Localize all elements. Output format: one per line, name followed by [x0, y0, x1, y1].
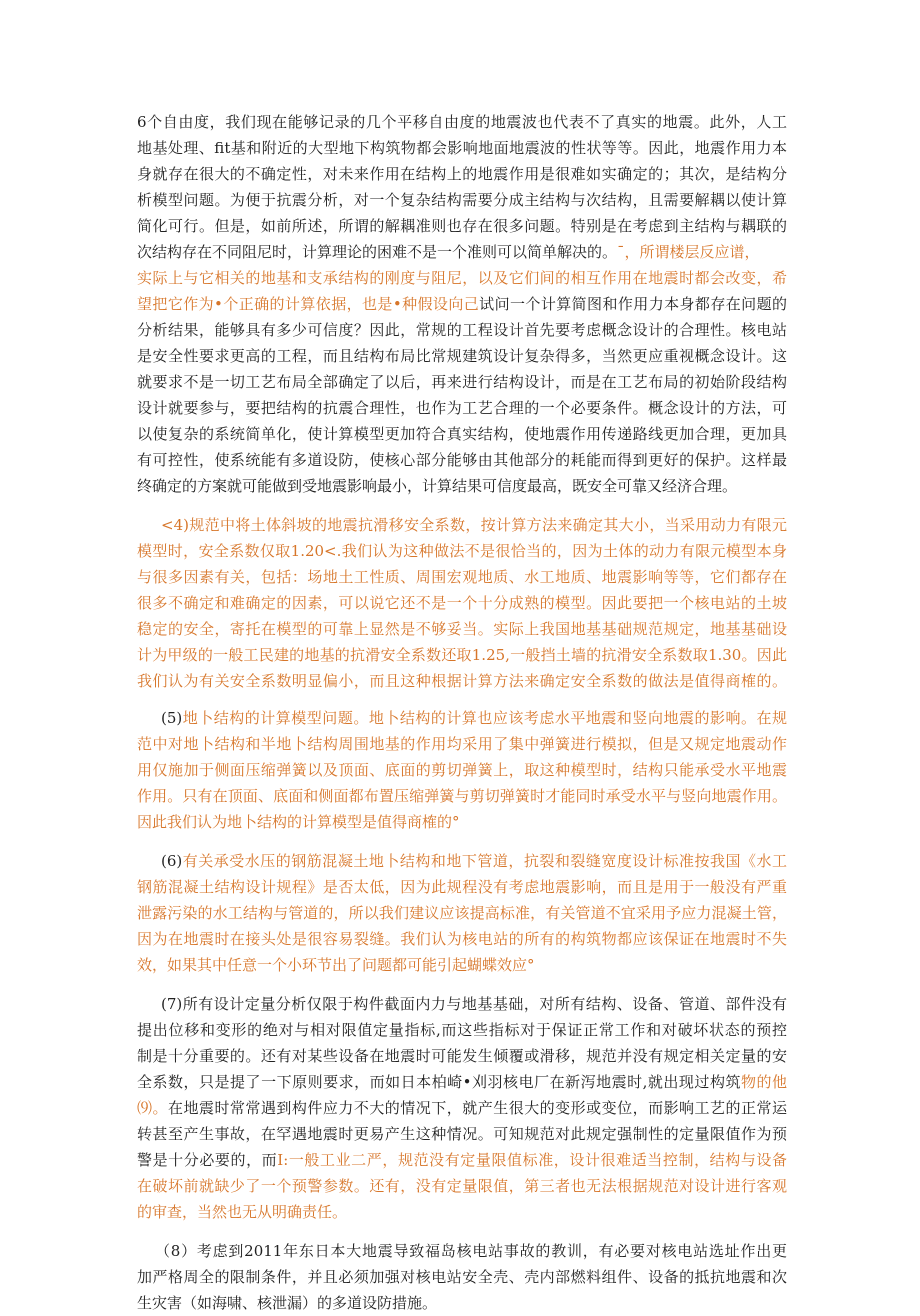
text-span: 在地震时常常遇到构件应力不大的情况下，就产生很大的变形或变位，而影响工艺的正常运 — [167, 1099, 787, 1117]
highlighted-text-line: 模型时，安全系数仅取1.20<.我们认为这种做法不是很恰当的，因为土体的动力有限元模型本身 — [137, 542, 787, 560]
highlighted-text-line: 因为在地震时在接头处是很容易裂缝。我们认为核电站的所有的构筑物都应该保证在地震时不失 — [137, 930, 787, 948]
text-line: 身就存在很大的不确定性，对未来作用在结构上的地震作用是很难如实确定的；其次，是结构分 — [137, 165, 787, 183]
text-line: 简化可行。但是，如前所述，所谓的解耦准则也存在很多问题。特别是在考虑到主结构与耦联的 — [137, 217, 787, 235]
text-line — [137, 291, 787, 317]
highlighted-text-line: 作用。只有在顶面、底面和侧面都布置压缩弹簧与剪切弹簧时才能同时承受水平与竖向地震作用。 — [137, 787, 787, 805]
text-line: 加严格周全的限制条件，并且必须加强对核电站安全壳、壳内部燃料组件、设备的抵抗地震和次 — [137, 1268, 787, 1286]
text-line: 终确定的方案就可能做到受地震影响最小，计算结果可信度最高，既安全可靠又经济合理。 — [137, 477, 738, 495]
highlighted-text-line: 用仅施加于侧面压缩弹簧以及顶面、底面的剪切弹簧上，取这种模型时，结构只能承受水平地震 — [137, 761, 787, 779]
highlighted-text-line: 范中对地卜结构和半地卜结构周围地基的作用均采用了集中弹簧进行模拟，但是又规定地震动作 — [137, 735, 787, 753]
text-line: 提出位移和变形的绝对与相对限值定量指标,而这些指标对于保证正常工作和对破坏状态的预控 — [137, 1021, 787, 1039]
text-line: 分析结果，能够具有多少可信度？因此，常规的工程设计首先要考虑概念设计的合理性。核电站 — [137, 321, 787, 339]
highlighted-text-span: I:一般工业二严，规范没有定量限值标准，设计很难适当控制，结构与设备 — [277, 1151, 787, 1169]
text-line: 设计就要参与，要把结构的抗震合理性，也作为工艺合理的一个必要条件。概念设计的方法，可 — [137, 399, 787, 417]
text-line: 转甚至产生事故，在罕遇地震时更易产生这种情况。可知规范对此规定强制性的定量限值作为预 — [137, 1125, 787, 1143]
highlighted-text-line: 很多不确定和难确定的因素，可以说它还不是一个十分成熟的模型。因此要把一个核电站的土坡 — [137, 594, 787, 612]
text-line: 生灾害（如海啸、核泄漏）的多道设防措施。 — [137, 1294, 438, 1312]
highlighted-text-span: 物的他 — [740, 1073, 787, 1091]
text-line — [161, 848, 787, 874]
text-line: 就要求不是一切工艺布局全部确定了以后，再来进行结构设计，而是在工艺布局的初始阶段结构 — [137, 373, 787, 391]
paragraph-number: (6) — [161, 852, 183, 870]
text-line: 是安全性要求更高的工程，而且结构布局比常规建筑设计复杂得多，当然更应重视概念设计。这 — [137, 347, 787, 365]
highlighted-text-line: 我们认为有关安全系数明显偏小，而且这种根据计算方法来确定安全系数的做法是值得商榷的。 — [137, 672, 787, 690]
text-line — [137, 1095, 787, 1121]
text-line: (7)所有设计定量分析仅限于构件截面内力与地基基础，对所有结构、设备、管道、部件没有 — [161, 995, 787, 1013]
text-line: 有可控性，使系统能有多道设防，使核心部分能够由其他部分的耗能而得到更好的保护。这样最 — [137, 451, 787, 469]
text-line — [161, 705, 787, 731]
paragraph-number: (5) — [161, 709, 183, 727]
text-line — [137, 1069, 787, 1095]
highlighted-text-line: 钢筋混凝土结构设计规程》是否太低，因为此规程没有考虑地震影响，而且是用于一般没有严重 — [137, 878, 787, 896]
highlighted-text-line: 实际上与它相关的地基和支承结构的刚度与阻尼，以及它们间的相互作用在地震时都会改变，希 — [137, 269, 787, 287]
highlighted-text-span: 望把它作为•个正确的计算依据，也是•种假设向己 — [137, 295, 480, 313]
text-line: 制是十分重要的。还有对某些设备在地震时可能发生倾覆或滑移，规范并没有规定相关定量的安 — [137, 1047, 787, 1065]
highlighted-text-line: 因此我们认为地卜结构的计算模型是值得商榷的° — [137, 813, 460, 831]
text-line: 6个自由度，我们现在能够记录的几个平移自由度的地震波也代表不了真实的地震。此外，人工 — [137, 113, 787, 131]
text-span: 试问一个计算简图和作用力本身都存在问题的 — [479, 295, 787, 313]
text-line: 地基处理、fit基和附近的大型地下构筑物都会影响地面地震波的性状等等。因此，地震作用力本 — [137, 139, 787, 157]
highlighted-text-span: ⑼。 — [137, 1099, 168, 1117]
highlighted-text-line: <4)规范中将土体斜坡的地震抗滑移安全系数，按计算方法来确定其大小，当采用动力有限元 — [161, 516, 787, 534]
text-line: 析模型问题。为便于抗震分析，对一个复杂结构需要分成主结构与次结构，且需要解耦以使计算 — [137, 191, 787, 209]
text-line: 以使复杂的系统简单化，使计算模型更加符合真实结构，使地震作用传递路线更加合理，更加具 — [137, 425, 787, 443]
highlighted-text-line: 在破坏前就缺少了一个预警参数。还有，没有定量限值，第三者也无法根据规范对设计进行客观 — [137, 1177, 787, 1195]
text-span: 次结构存在不同阻尼时，计算理论的困难不是一个准则可以简单解决的。 — [137, 243, 618, 261]
text-line — [137, 239, 787, 265]
highlighted-text-line: 泄露污染的水工结构与管道的，所以我们建议应该提高标准，有关管道不宜采用予应力混凝土管， — [137, 904, 787, 922]
highlighted-text-line: 与很多因素有关，包括：场地土工性质、周围宏观地质、水工地质、地震影响等等，它们都存在 — [137, 568, 787, 586]
highlighted-text-span: ¯，所谓楼层反应谱， — [617, 243, 760, 261]
text-span: 警是十分必要的，而 — [137, 1151, 278, 1169]
text-line — [137, 1147, 787, 1173]
highlighted-text-line: 效，如果其中任意一个小环节出了问题都可能引起蝴蝶效应° — [137, 956, 535, 974]
text-span: 全系数，只是提了一下原则要求，而如日本柏崎•刈羽核电厂在新泻地震时,就出现过构筑 — [137, 1073, 741, 1091]
highlighted-text-line: 稳定的安全，寄托在模型的可靠上显然是不够妥当。实际上我国地基基础规范规定，地基基础设 — [137, 620, 787, 638]
highlighted-text-span: 有关承受水压的钢筋混凝土地卜结构和地下管道，抗裂和裂缝宽度设计标准按我国《水工 — [182, 852, 787, 870]
highlighted-text-line: 的审查，当然也无从明确责任。 — [137, 1203, 348, 1221]
text-line: （8）考虑到2011年东日本大地震导致福岛核电站事故的教训，有必要对核电站选址作出更 — [155, 1242, 787, 1260]
highlighted-text-span: 地卜结构的计算模型问题。地卜结构的计算也应该考虑水平地震和竖向地震的影响。在规 — [182, 709, 787, 727]
highlighted-text-line: 计为甲级的一般工民建的地基的抗滑安全系数还取1.25,一般挡土墙的抗滑安全系数取1.30。因此 — [137, 646, 787, 664]
